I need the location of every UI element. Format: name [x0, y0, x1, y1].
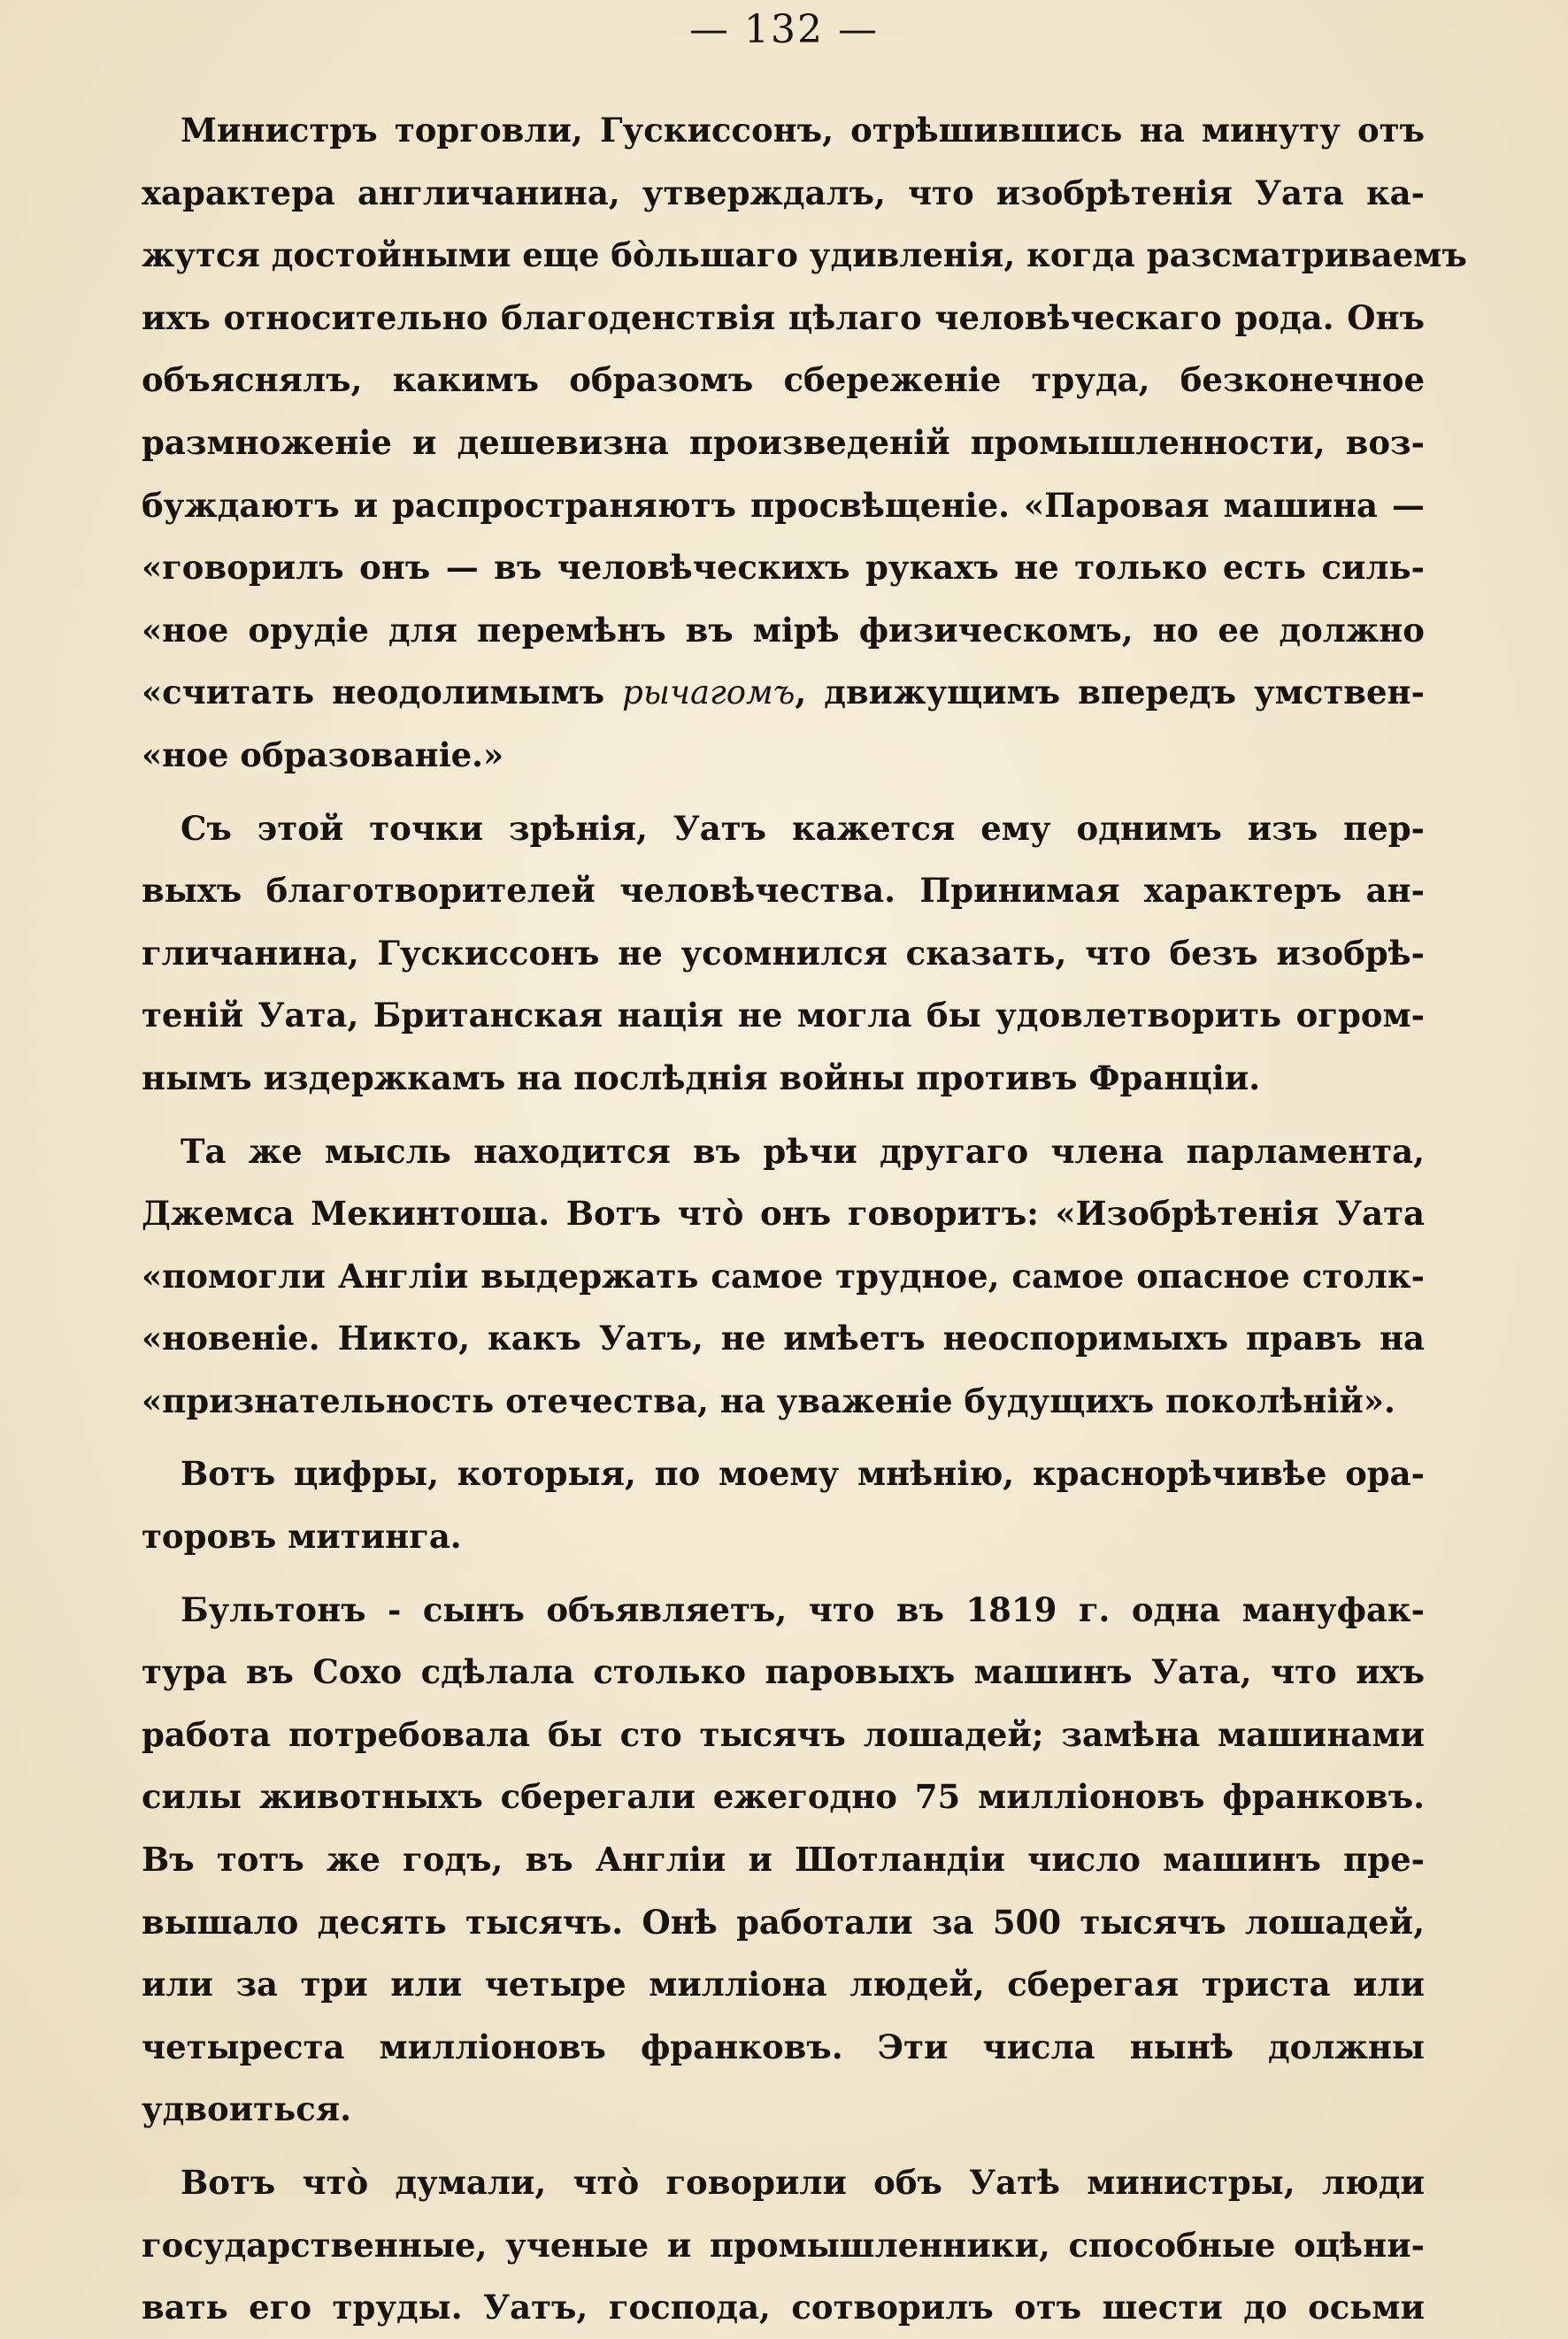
- text-line: «ное орудіе для перемѣнъ въ мірѣ физическомъ, но ее должно: [142, 610, 1425, 650]
- text-line: Въ тотъ же годъ, въ Англіи и Шотландіи число машинъ пре-: [142, 1840, 1425, 1880]
- italic-word: рычагомъ: [622, 673, 796, 712]
- text-line: нымъ издержкамъ на послѣднія войны противъ Франціи.: [142, 1058, 1261, 1097]
- text-line: «новеніе. Никто, какъ Уатъ, не имѣетъ неоспоримыхъ правъ на: [142, 1319, 1425, 1358]
- text-line: тура въ Сохо сдѣлала столько паровыхъ машинъ Уата, что ихъ: [142, 1652, 1425, 1692]
- page-text: [142, 99, 1467, 2339]
- page-number: — 132 —: [689, 7, 879, 52]
- text-line: Вотъ что̀ думали, что̀ говорили объ Уатѣ министры, люди: [181, 2163, 1425, 2202]
- text-line: «ное образованіе.»: [142, 735, 504, 774]
- text-line: ихъ относительно благоденствія цѣлаго человѣческаго рода. Онъ: [142, 297, 1425, 337]
- text-line: «признательность отечества, на уваженіе будущихъ поколѣній».: [142, 1381, 1395, 1420]
- text-line: государственные, ученые и промышленники, способные оцѣни-: [142, 2225, 1425, 2265]
- text-line: Вотъ цифры, которыя, по моему мнѣнію, краснорѣчивѣе ора-: [181, 1454, 1425, 1494]
- text-line: Та же мысль находится въ рѣчи другаго члена парламента,: [181, 1131, 1425, 1171]
- text-line: Джемса Мекинтоша. Вотъ что̀ онъ говоритъ: «Изобрѣтенія Уата: [142, 1194, 1425, 1234]
- text-line: жутся достойными еще бо̀льшаго удивленія, когда разсматриваемъ: [142, 235, 1467, 275]
- text-line: объяснялъ, какимъ образомъ сбереженіе труда, безконечное: [142, 360, 1425, 400]
- text-line: четыреста милліоновъ франковъ. Эти числа нынѣ должны: [142, 2027, 1425, 2066]
- text-run: , движущимъ впередъ умствен-: [795, 673, 1425, 712]
- text-line: размноженіе и дешевизна произведеній промышленности, воз-: [142, 422, 1425, 462]
- text-line: характера англичанина, утверждалъ, что изобрѣтенія Уата ка-: [142, 173, 1425, 212]
- text-line: «помогли Англіи выдержать самое трудное, самое опасное столк-: [142, 1256, 1425, 1296]
- text-line: [142, 661, 1425, 724]
- text-line: буждаютъ и распространяютъ просвѣщеніе. «Паровая машина —: [142, 485, 1425, 525]
- text-line: вать его труды. Уатъ, господа, сотворилъ отъ шести до осьми: [142, 2288, 1425, 2327]
- text-line: работа потребовала бы сто тысячъ лошадей; замѣна машинами: [142, 1714, 1425, 1754]
- text-line: теній Уата, Британская нація не могла бы удовлетворить огром-: [142, 996, 1425, 1035]
- text-line: Бультонъ - сынъ объявляетъ, что въ 1819 г. одна мануфак-: [181, 1589, 1425, 1629]
- text-line: выхъ благотворителей человѣчества. Принимая характеръ ан-: [142, 871, 1425, 911]
- text-line: вышало десять тысячъ. Онѣ работали за 500 тысячъ лошадей,: [142, 1902, 1425, 1942]
- text-line: «говорилъ онъ — въ человѣческихъ рукахъ не только есть силь-: [142, 548, 1425, 588]
- text-line: Съ этой точки зрѣнія, Уатъ кажется ему однимъ изъ пер-: [181, 808, 1425, 848]
- text-line: торовъ митинга.: [142, 1517, 462, 1557]
- text-line: удвоиться.: [142, 2089, 351, 2129]
- text-line: силы животныхъ сберегали ежегодно 75 милліоновъ франковъ.: [142, 1777, 1425, 1817]
- text-line: гличанина, Гускиссонъ не усомнился сказать, что безъ изобрѣ-: [142, 933, 1425, 973]
- text-line: Министръ торговли, Гускиссонъ, отрѣшившись на минуту отъ: [181, 111, 1425, 150]
- text-line: или за три или четыре милліона людей, сберегая триста или: [142, 1965, 1425, 2004]
- text-run: «считать неодолимымъ: [142, 673, 605, 712]
